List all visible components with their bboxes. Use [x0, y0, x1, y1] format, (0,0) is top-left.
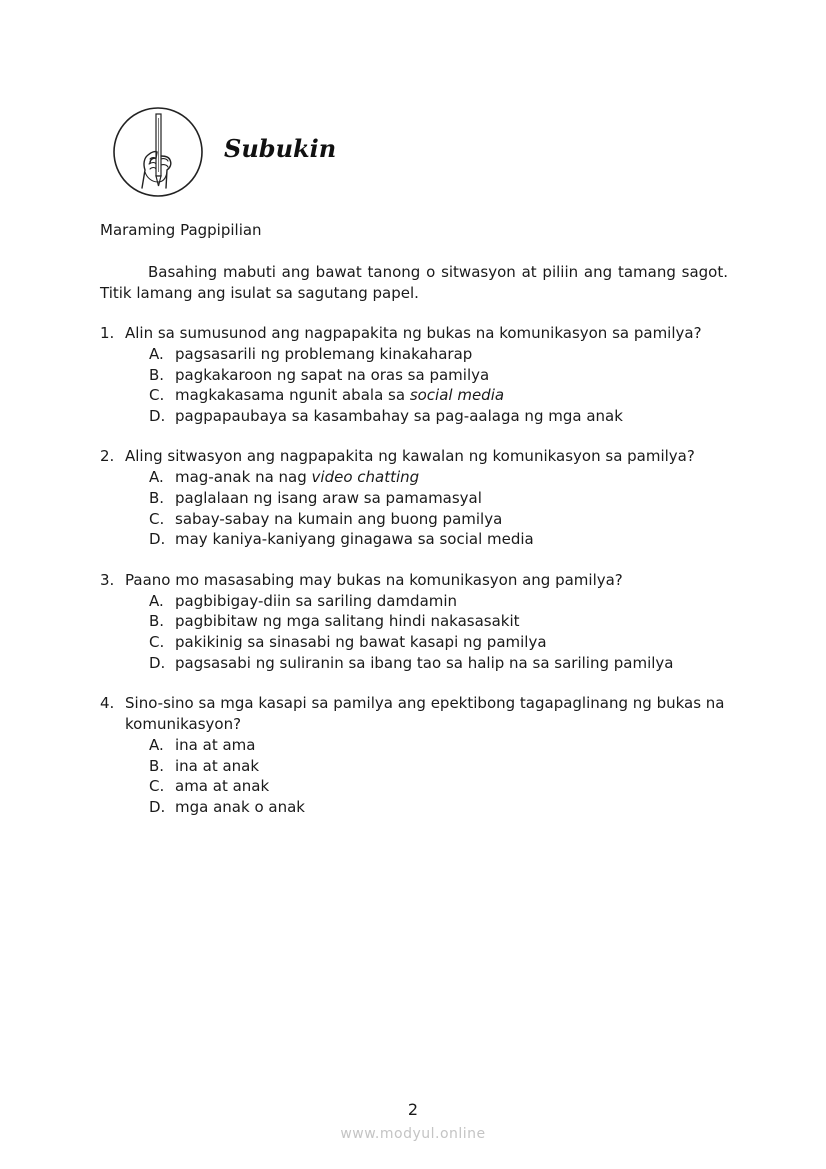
- question: [100, 570, 728, 673]
- section-label: Maraming Pagpipilian: [100, 221, 262, 239]
- question-list: [100, 323, 728, 838]
- question-number: 1.: [100, 324, 115, 342]
- choice-text: pagbibigay-diin sa sariling damdamin: [175, 591, 458, 610]
- choice: [100, 529, 728, 550]
- choice-letter: B.: [149, 365, 165, 384]
- choice-text: pagpapaubaya sa kasambahay sa pag-aalaga ng mga anak: [175, 406, 623, 425]
- watermark: www.modyul.online: [340, 1126, 486, 1142]
- choice-italic-text: video chatting: [311, 468, 420, 487]
- choice: [100, 365, 728, 386]
- choice-text: ama at anak: [175, 777, 270, 796]
- choice: [100, 344, 728, 365]
- choice: [100, 488, 728, 509]
- choice-text: may kaniya-kaniyang ginagawa sa social media: [175, 530, 534, 549]
- choice: [100, 735, 728, 756]
- choice: [100, 611, 728, 632]
- choice-letter: D.: [149, 530, 166, 549]
- choice-text: pakikinig sa sinasabi ng bawat kasapi ng pamilya: [175, 632, 547, 651]
- page-title: Subukin: [224, 134, 337, 163]
- choice-text: sabay-sabay na kumain ang buong pamilya: [175, 509, 503, 528]
- choice-letter: B.: [149, 488, 165, 507]
- question: [100, 446, 728, 549]
- choice-text: ina at anak: [175, 756, 260, 775]
- choice-text: pagkakaroon ng sapat na oras sa pamilya: [175, 365, 490, 384]
- choice-letter: D.: [149, 653, 166, 672]
- choice-text: ina at ama: [175, 736, 256, 755]
- choice-letter: C.: [149, 632, 165, 651]
- choice: [100, 776, 728, 797]
- choice-letter: A.: [149, 468, 164, 487]
- choice: [100, 509, 728, 530]
- question-number: 4.: [100, 694, 115, 713]
- choice: [100, 467, 728, 488]
- choice-letter: C.: [149, 509, 165, 528]
- choice-letter: C.: [149, 777, 165, 796]
- question-text: Aling sitwasyon ang nagpapakita ng kawalan ng komunikasyon sa pamilya?: [125, 447, 695, 466]
- choice: [100, 797, 728, 818]
- choice-text: magkakasama ngunit abala sa: [175, 386, 410, 405]
- choice-italic-text: social media: [409, 386, 505, 405]
- question: [100, 693, 728, 817]
- question: [100, 323, 728, 426]
- choice-letter: A.: [149, 736, 164, 755]
- choice: [100, 653, 728, 674]
- question-number: 3.: [100, 570, 115, 589]
- choice-text: mga anak o anak: [175, 797, 305, 816]
- hand-holding-pencil-icon: [112, 106, 204, 198]
- choice-letter: C.: [149, 386, 165, 405]
- question-text: Paano mo masasabing may bukas na komunikasyon ang pamilya?: [125, 570, 623, 589]
- question-number: 2.: [100, 447, 115, 466]
- choice-letter: A.: [149, 345, 164, 363]
- instructions-text: Basahing mabuti ang bawat tanong o sitwasyon at piliin ang tamang sagot. Titik lamang ang isulat sa sagutang papel.: [100, 263, 728, 302]
- choice-letter: D.: [149, 797, 166, 816]
- choice-text: pagsasarili ng problemang kinakaharap: [175, 345, 473, 363]
- question-text: Alin sa sumusunod ang nagpapakita ng bukas na komunikasyon sa pamilya?: [125, 324, 702, 342]
- choice: [100, 406, 728, 427]
- choice-text: pagbibitaw ng mga salitang hindi nakasasakit: [175, 612, 520, 631]
- choice: [100, 591, 728, 612]
- choice-text: pagsasabi ng suliranin sa ibang tao sa halip na sa sariling pamilya: [175, 653, 674, 672]
- choice: [100, 385, 728, 406]
- instructions: [100, 262, 728, 304]
- choice-letter: B.: [149, 756, 165, 775]
- choice-letter: B.: [149, 612, 165, 631]
- question-text: Sino-sino sa mga kasapi sa pamilya ang epektibong tagapaglinang ng bukas na komunikasyon?: [125, 694, 725, 734]
- choice-text: paglalaan ng isang araw sa pamamasyal: [175, 488, 482, 507]
- choice: [100, 632, 728, 653]
- page-number: 2: [407, 1100, 419, 1119]
- choice: [100, 756, 728, 777]
- choice-letter: D.: [149, 406, 166, 425]
- choice-letter: A.: [149, 591, 164, 610]
- choice-text: mag-anak na nag: [175, 468, 312, 487]
